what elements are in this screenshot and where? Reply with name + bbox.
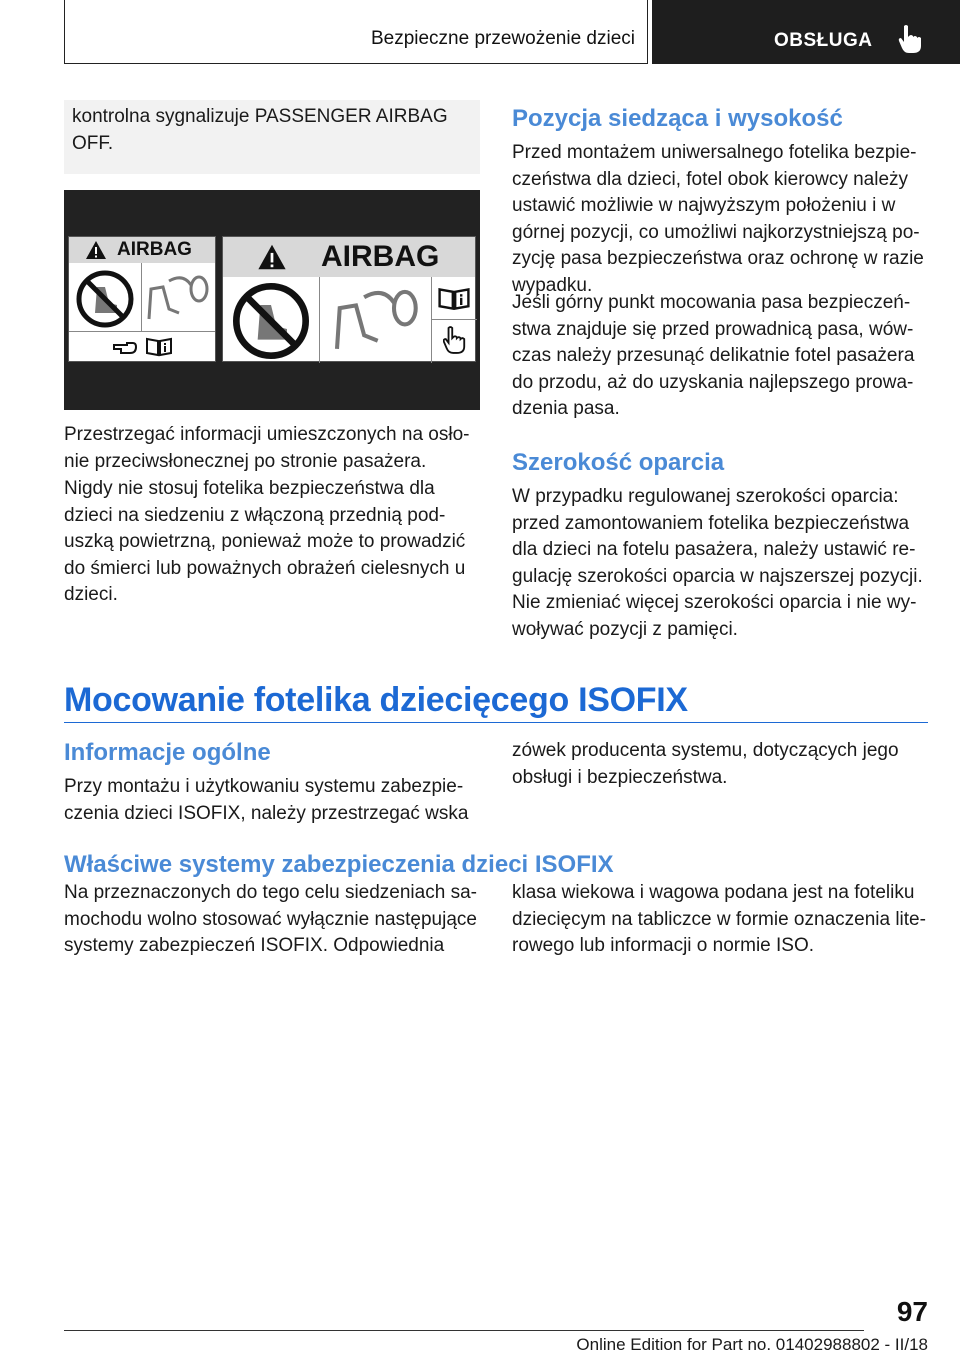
no-child-seat-icon [75,269,135,329]
warning-triangle-icon [257,243,287,271]
seat-position-paragraph-1: Przed montażem uniwersalnego fotelika bezpieczeństwa dla dzieci, fotel obok kierowcy należy ustawić możliwie w najwyższym położeniu i w górnej pozycji, co umożliwi najkorzystniejszą pozycję pasa bezpieczeństwa oraz ochronę w razie wypadku. [512,142,924,296]
note-box [64,100,480,174]
general-info-paragraph-left: Przy montażu i użytkowaniu systemu zabezpieczenia dzieci ISOFIX, należy przestrzegać wska [64,776,469,824]
airbag-label-large-text: AIRBAG [321,240,440,273]
footer-rule [64,1330,864,1331]
airbag-label-figure [64,190,480,410]
proper-systems-paragraph-left: Na przeznaczonych do tego celu siedzeniach samochodu wolno stosować wyłącznie następujące systemy zabezpieczeń ISOFIX. Odpowiednia [64,882,477,956]
proper-systems-paragraph-right: klasa wiekowa i wagowa podana jest na foteliku dziecięcym na tabliczce w formie oznaczenia literowego lub informacji o normie ISO. [512,882,926,956]
page-number: 97 [896,1296,928,1327]
header-section-box [64,0,648,64]
pointing-hand-icon [443,325,467,355]
backrest-width-paragraph: W przypadku regulowanej szerokości oparcia: przed zamontowaniem fotelika bezpieczeństwa dla dzieci na fotelu pasażera, należy ustawić regulację szerokości oparcia w najszerszej pozycji. Nie zmieniać więcej szerokości oparcia i nie wywoływać pozycji z pamięci. [512,486,923,640]
pointing-hand-icon [898,24,924,54]
manual-book-icon [437,287,471,311]
header-section-title: Bezpieczne przewożenie dzieci [370,28,635,49]
no-child-seat-icon [227,281,315,361]
general-info-paragraph-right: zówek producenta systemu, dotyczących jego obsługi i bezpieczeństwa. [512,740,899,788]
header-chapter-label: OBSŁUGA [774,30,873,51]
airbag-deploy-icon [143,269,211,325]
note-text: kontrolna sygnalizuje PASSENGER AIRBAG OFF. [72,106,448,154]
airbag-label-large [222,236,476,362]
header-chapter-tab[interactable] [652,0,960,64]
heading-seat-position: Pozycja siedząca i wysokość [512,105,843,132]
airbag-warning-paragraph: Nigdy nie stosuj fotelika bezpieczeństwa dla dzieci na siedzeniu z włączoną przednią poduszką powietrzną, ponieważ może to prowadzić do śmierci lub poważnych obrażeń cielesnych u dzieci. [64,478,466,605]
footer-edition: Online Edition for Part no. 01402988802 - II/18 [576,1335,928,1354]
heading-general-info: Informacje ogólne [64,739,271,766]
airbag-label-small-text: AIRBAG [117,239,192,260]
airbag-deploy-icon [325,281,425,357]
airbag-label-small [68,236,216,362]
manual-book-icon [145,337,173,357]
heading-isofix: Mocowanie fotelika dziecięcego ISOFIX [64,681,688,719]
pointing-hand-icon [113,339,137,355]
warning-triangle-icon [85,240,107,260]
sunvisor-info-paragraph: Przestrzegać informacji umieszczonych na osłonie przeciwsłonecznej po stronie pasażera. [64,424,470,472]
heading-proper-isofix-systems: Właściwe systemy zabezpieczenia dzieci ISOFIX [64,851,614,878]
heading-rule [64,722,928,723]
seat-position-paragraph-2: Jeśli górny punkt mocowania pasa bezpieczeństwa znajduje się przed prowadnicą pasa, wówczas należy przesunąć delikatnie fotel pasażera do przodu, aż do uzyskania najlepszego prowadzenia pasa. [512,292,915,419]
heading-backrest-width: Szerokość oparcia [512,449,725,476]
